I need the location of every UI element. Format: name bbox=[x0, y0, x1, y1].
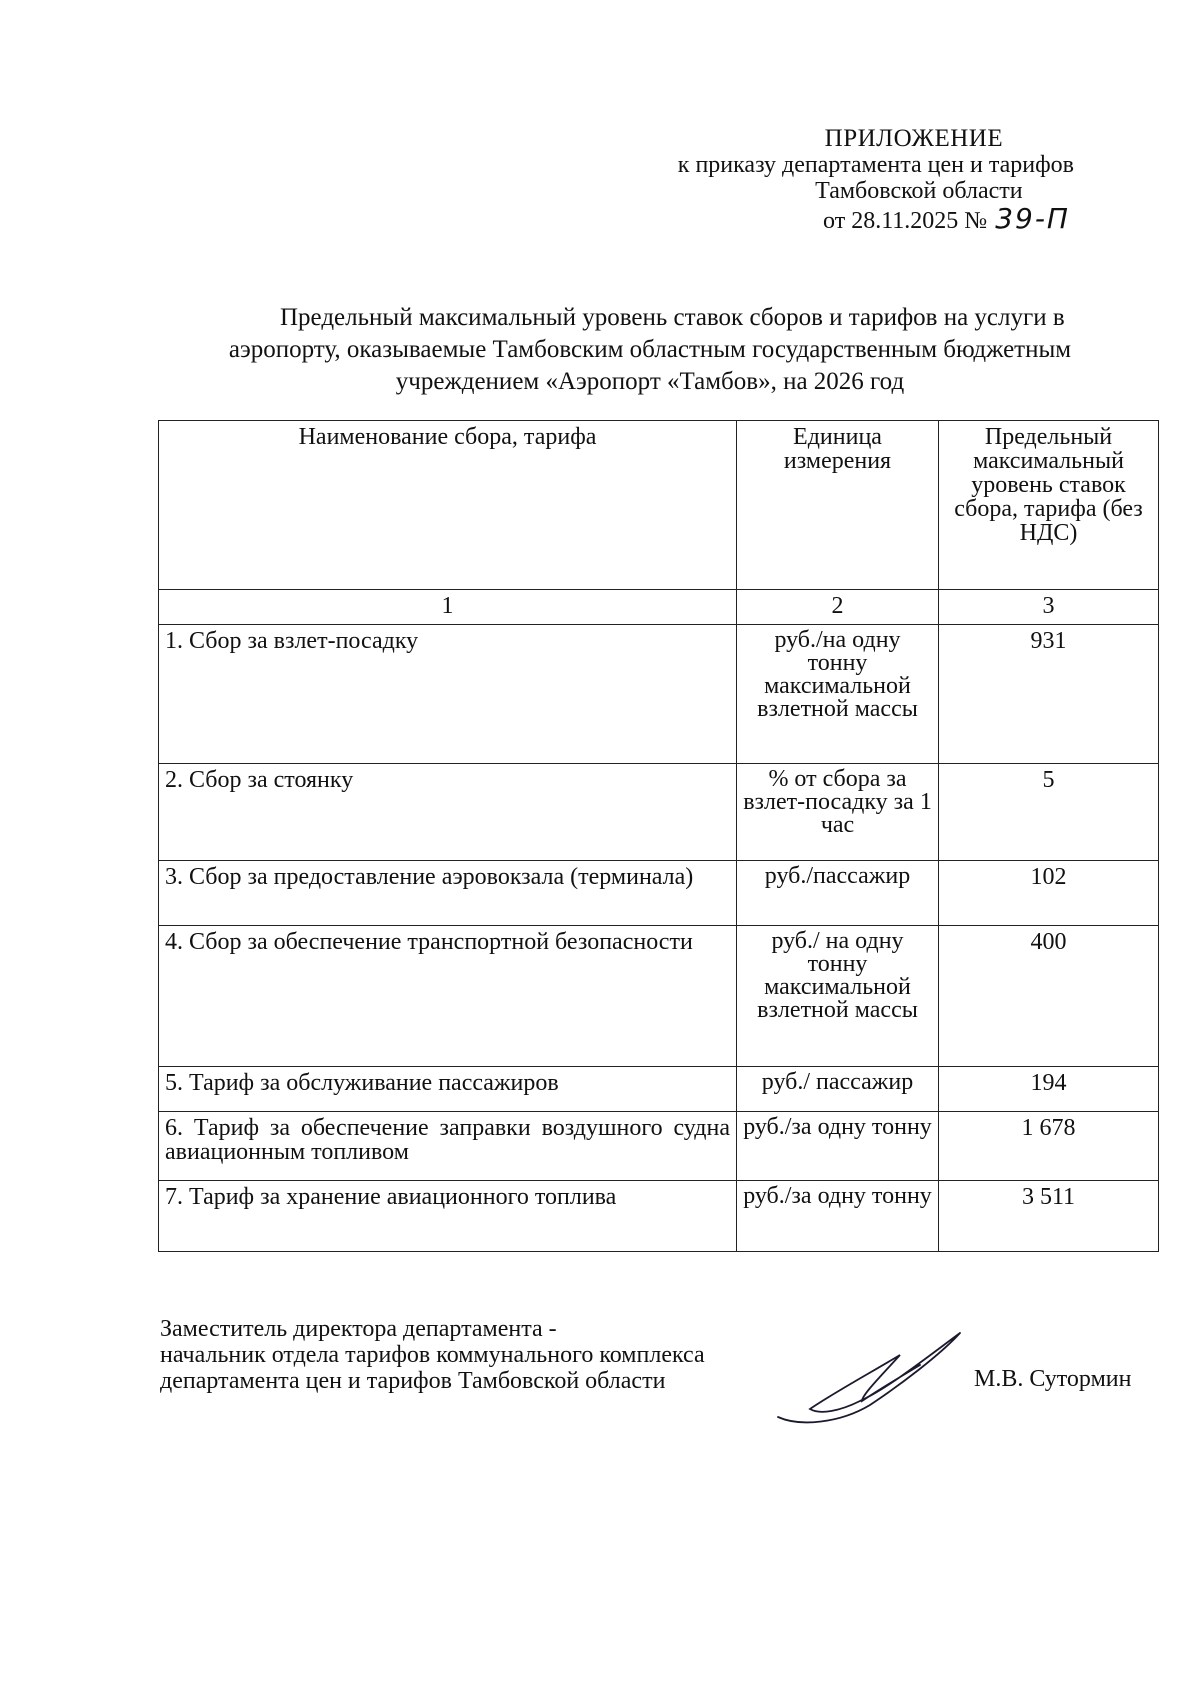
appendix-title: ПРИЛОЖЕНИЕ bbox=[824, 125, 1004, 152]
fee-name: 6. Тариф за обеспечение заправки воздушного судна авиационным топливом bbox=[159, 1112, 737, 1181]
appendix-line-1: к приказу департамента цен и тарифов bbox=[677, 152, 1074, 178]
fee-unit: руб./за одну тонну bbox=[737, 1181, 939, 1252]
header-rate: Предельный максимальный уровень ставок сбора, тарифа (без НДС) bbox=[939, 421, 1159, 590]
appendix-date-row bbox=[678, 202, 1070, 235]
fee-unit: руб./пассажир bbox=[737, 861, 939, 926]
signature-block bbox=[160, 1316, 705, 1394]
signer-position-line-3: департамента цен и тарифов Тамбовской области bbox=[160, 1368, 666, 1394]
table-row bbox=[159, 1181, 1159, 1252]
table-row bbox=[159, 861, 1159, 926]
column-number: 2 bbox=[737, 590, 939, 625]
handwritten-order-number: 39-П bbox=[995, 202, 1070, 235]
column-number: 1 bbox=[159, 590, 737, 625]
signer-position-line-2: начальник отдела тарифов коммунального комплекса bbox=[160, 1342, 705, 1368]
signer-position-line-1: Заместитель директора департамента - bbox=[160, 1316, 557, 1342]
header-name: Наименование сбора, тарифа bbox=[159, 421, 737, 590]
fee-name: 1. Сбор за взлет-посадку bbox=[159, 625, 737, 764]
fee-value: 931 bbox=[939, 625, 1159, 764]
fee-value: 3 511 bbox=[939, 1181, 1159, 1252]
fee-value: 400 bbox=[939, 926, 1159, 1067]
signer-name: М.В. Сутормин bbox=[974, 1366, 1132, 1392]
handwritten-signature bbox=[770, 1325, 970, 1435]
fee-unit: руб./на одну тонну максимальной взлетной массы bbox=[737, 625, 939, 764]
table-row bbox=[159, 625, 1159, 764]
document-title-line-2: аэропорту, оказываемые Тамбовским областным государственным бюджетным bbox=[228, 336, 1072, 363]
table-row bbox=[159, 1067, 1159, 1112]
fee-unit: руб./за одну тонну bbox=[737, 1112, 939, 1181]
fee-unit: % от сбора за взлет-посадку за 1 час bbox=[737, 764, 939, 861]
table-row bbox=[159, 1112, 1159, 1181]
column-number-row bbox=[159, 590, 1159, 625]
fee-value: 5 bbox=[939, 764, 1159, 861]
document-title-line-1: Предельный максимальный уровень ставок сборов и тарифов на услуги в bbox=[280, 304, 1065, 331]
fee-value: 1 678 bbox=[939, 1112, 1159, 1181]
appendix-line-2: Тамбовской области bbox=[815, 178, 1023, 204]
fee-name: 7. Тариф за хранение авиационного топлива bbox=[159, 1181, 737, 1252]
fee-unit: руб./ пассажир bbox=[737, 1067, 939, 1112]
fee-unit: руб./ на одну тонну максимальной взлетной массы bbox=[737, 926, 939, 1067]
tariff-table bbox=[158, 420, 1159, 1252]
appendix-date: от 28.11.2025 № bbox=[823, 208, 988, 234]
document-title bbox=[150, 302, 1150, 398]
document-title-line-3: учреждением «Аэропорт «Тамбов», на 2026 год bbox=[395, 368, 905, 395]
table-row bbox=[159, 764, 1159, 861]
fee-value: 194 bbox=[939, 1067, 1159, 1112]
header-unit: Единица измерения bbox=[737, 421, 939, 590]
fee-value: 102 bbox=[939, 861, 1159, 926]
appendix-header bbox=[677, 125, 1074, 235]
fee-name: 4. Сбор за обеспечение транспортной безопасности bbox=[159, 926, 737, 1067]
fee-name: 2. Сбор за стоянку bbox=[159, 764, 737, 861]
column-number: 3 bbox=[939, 590, 1159, 625]
fee-name: 5. Тариф за обслуживание пассажиров bbox=[159, 1067, 737, 1112]
table-row bbox=[159, 926, 1159, 1067]
fee-name: 3. Сбор за предоставление аэровокзала (терминала) bbox=[159, 861, 737, 926]
table-header-row bbox=[159, 421, 1159, 590]
